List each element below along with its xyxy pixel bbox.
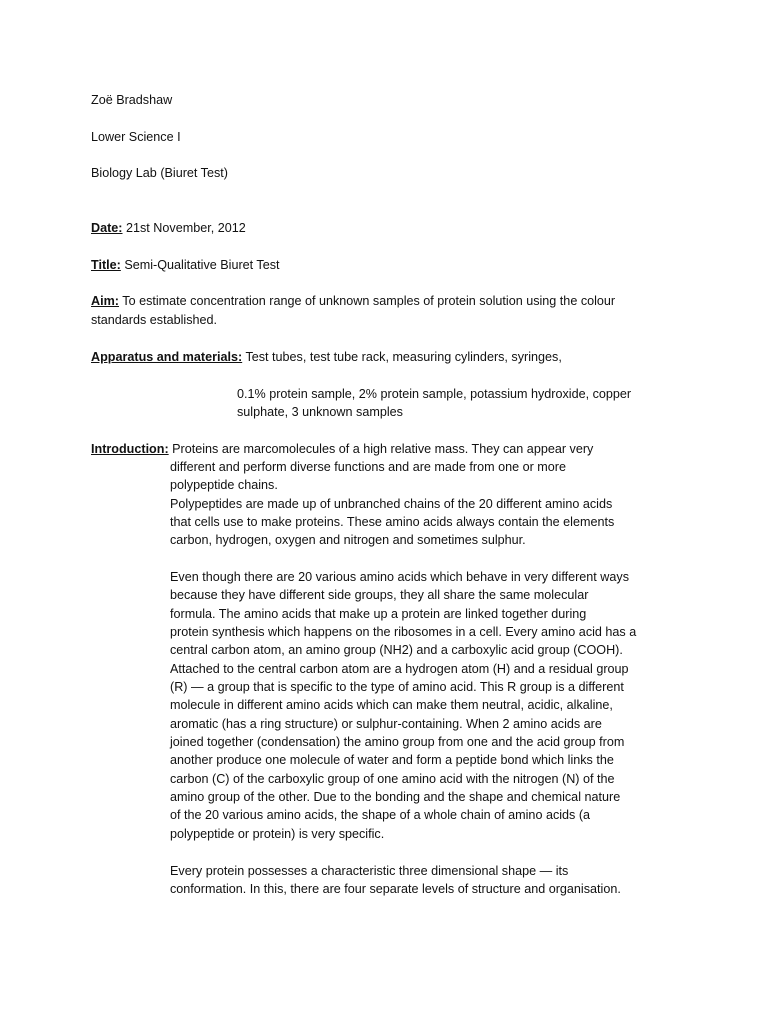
materials-text: 0.1% protein sample, 2% protein sample, potassium hydroxide, copper [237, 387, 632, 401]
author-name: Zoë Bradshaw [91, 93, 173, 107]
date-line [91, 219, 246, 237]
title-label: Title: [91, 258, 121, 272]
introduction-text: Proteins are marcomolecules of a high relative mass. They can appear very [168, 442, 594, 456]
paragraph-line: aromatic (has a ring structure) or sulphur-containing. When 2 amino acids are [170, 716, 602, 731]
paragraph-line: carbon, hydrogen, oxygen and nitrogen and sometimes sulphur. [170, 533, 526, 548]
paragraph-line: formula. The amino acids that make up a protein are linked together during [170, 606, 587, 621]
aim-line [91, 292, 615, 310]
paragraph-line: that cells use to make proteins. These amino acids always contain the elements [170, 515, 615, 530]
paragraph-line: central carbon atom, an amino group (NH2) and a carboxylic acid group (COOH). [170, 643, 623, 658]
introduction-label: Introduction: [91, 442, 169, 456]
paragraph-line: amino group of the other. Due to the bonding and the shape and chemical nature [170, 790, 621, 805]
aim-label: Aim: [91, 294, 119, 308]
materials-text-cont: sulphate, 3 unknown samples [237, 405, 403, 419]
paragraph-line: conformation. In this, there are four separate levels of structure and organisation. [170, 882, 621, 897]
paragraph-line: of the 20 various amino acids, the shape of a whole chain of amino acids (a [170, 808, 591, 823]
paragraph-line: protein synthesis which happens on the ribosomes in a cell. Every amino acid has a [170, 625, 637, 640]
paragraph-line: molecule in different amino acids which can make them neutral, acidic, alkaline, [170, 698, 613, 713]
title-value: Semi-Qualitative Biuret Test [120, 258, 280, 272]
paragraph-line: Attached to the central carbon atom are a hydrogen atom (H) and a residual group [170, 661, 629, 676]
paragraph-line: Even though there are 20 various amino acids which behave in very different ways [170, 570, 630, 584]
apparatus-line [91, 348, 562, 366]
apparatus-label: Apparatus and materials: [91, 350, 243, 364]
paragraph-line: Every protein possesses a characteristic three dimensional shape — its [170, 864, 569, 878]
intro-paragraph-1 [170, 458, 690, 550]
introduction-line [91, 440, 593, 458]
paragraph-line: polypeptide or protein) is very specific. [170, 826, 385, 841]
paragraph-line: different and perform diverse functions and are made from one or more [170, 460, 566, 474]
paragraph-line: polypeptide chains. [170, 478, 278, 493]
class-name: Lower Science I [91, 130, 181, 144]
paragraph-line: (R) — a group that is specific to the type of amino acid. This R group is a different [170, 680, 624, 695]
paragraph-line: another produce one molecule of water and form a peptide bond which links the [170, 753, 614, 768]
aim-text: To estimate concentration range of unknown samples of protein solution using the colour [119, 294, 616, 308]
paragraph-line: Polypeptides are made up of unbranched chains of the 20 different amino acids [170, 496, 613, 511]
paragraph-line: joined together (condensation) the amino group from one and the acid group from [170, 735, 625, 750]
intro-paragraph-3 [170, 862, 690, 899]
date-value: 21st November, 2012 [122, 221, 246, 235]
apparatus-text: Test tubes, test tube rack, measuring cylinders, syringes, [242, 350, 562, 364]
aim-text-cont: standards established. [91, 313, 218, 327]
intro-paragraph-2 [170, 568, 690, 843]
paragraph-line: because they have different side groups, they all share the same molecular [170, 588, 589, 603]
date-label: Date: [91, 221, 123, 235]
title-line [91, 256, 280, 274]
paragraph-line: carbon (C) of the carboxylic group of one amino acid with the nitrogen (N) of the [170, 771, 615, 786]
lab-title: Biology Lab (Biuret Test) [91, 166, 228, 180]
